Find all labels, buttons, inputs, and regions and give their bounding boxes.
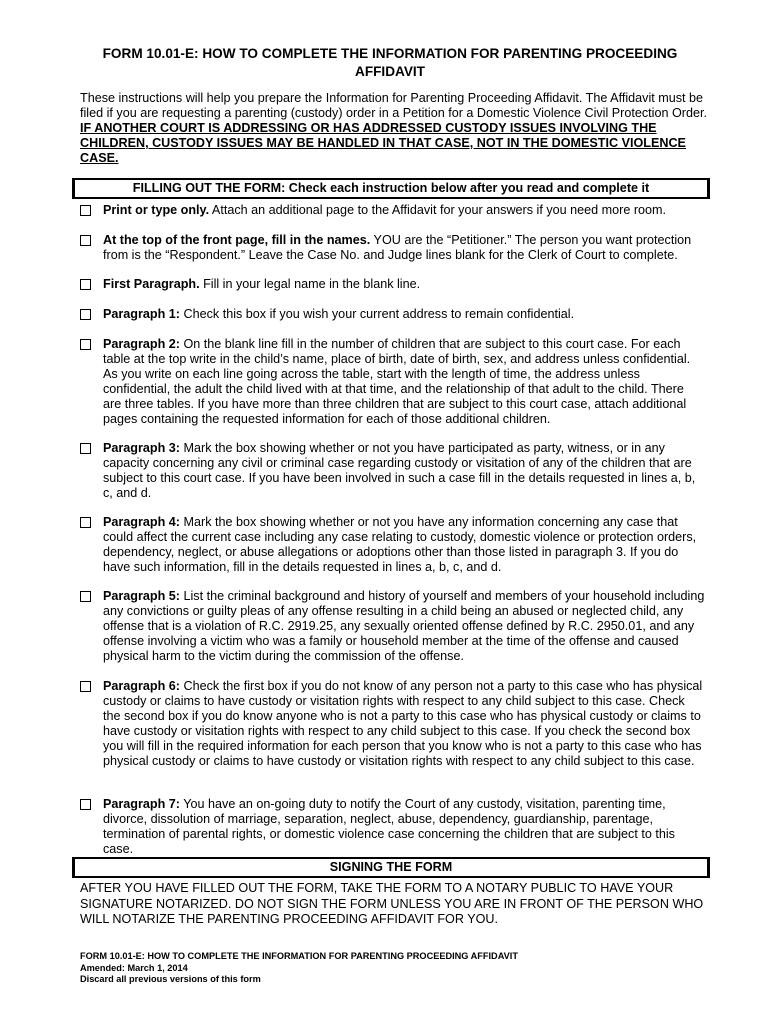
- item-text: Mark the box showing whether or not you have any information concerning any case that could affect the current case including any case relating to custody, domestic violence or protection orders, dependency, neglect, or abuse allegations or adoptions other than those listed in paragraph 3. If you do have such information, fill in the details requested in lines a, b, c, and d.: [103, 515, 697, 574]
- checkbox[interactable]: [80, 279, 91, 290]
- checkbox[interactable]: [80, 309, 91, 320]
- item-text: YOU are the “Petitioner.” The person you want protection from is the “Respondent.” Leave the Case No. and Judge lines blank for the Clerk of Court to complete.: [103, 233, 692, 262]
- footer-amended-date: Amended: March 1, 2014: [80, 962, 188, 973]
- item-label: Paragraph 5:: [103, 589, 180, 603]
- form-title: [80, 45, 700, 81]
- item-label: At the top of the front page, fill in the names.: [103, 233, 371, 247]
- form-footer: [80, 951, 710, 986]
- intro-text: These instructions will help you prepare the Information for Parenting Proceeding Affidavit. The Affidavit must be filed if you are requesting a parenting (custody) order in a Petition for a Domestic Violence Civil Protection Order.: [80, 91, 707, 120]
- item-text: List the criminal background and history of yourself and members of your household including any convictions or guilty pleas of any offense resulting in a child being an abused or neglected child, any offense that is a violation of R.C. 2919.25, any sexually oriented offense defined by R.C. 2950.01, and any offense involving a victim who was a family or household member at the time of the offense and caused physical harm to the victim during the commission of the offense.: [103, 589, 705, 663]
- filling-out-header: FILLING OUT THE FORM: Check each instruction below after you read and complete it: [72, 178, 710, 199]
- instruction-item-paragraph-6: [80, 679, 705, 769]
- instruction-item-paragraph-5: [80, 589, 705, 664]
- instruction-item-print: [80, 203, 705, 218]
- checkbox[interactable]: [80, 443, 91, 454]
- instruction-item-paragraph-1: [80, 307, 705, 322]
- checkbox[interactable]: [80, 799, 91, 810]
- checkbox[interactable]: [80, 339, 91, 350]
- form-title-line-2: AFFIDAVIT: [355, 64, 425, 79]
- item-label: Paragraph 2:: [103, 337, 180, 351]
- intro-paragraph: [80, 91, 710, 166]
- signing-header: SIGNING THE FORM: [72, 857, 710, 878]
- item-text: Check the first box if you do not know of any person not a party to this case who has physical custody or claims to have custody or visitation rights with respect to any child subject to this case. Check the second box if you do know anyone who is not a party to this case who has physical custody or claims to have custody or visitation rights with respect to any child subject to this case. If you check the second box you will fill in the required information for each person that you know who is not a party to this case who has physical custody or claims to have custody or visitation rights with respect to any child subject to this case.: [103, 679, 703, 768]
- instruction-item-paragraph-4: [80, 515, 705, 575]
- instruction-item-paragraph-3: [80, 441, 705, 501]
- item-label: Paragraph 7:: [103, 797, 180, 811]
- item-text: Check this box if you wish your current address to remain confidential.: [180, 307, 575, 321]
- item-label: First Paragraph.: [103, 277, 200, 291]
- checkbox[interactable]: [80, 235, 91, 246]
- item-text: On the blank line fill in the number of children that are subject to this court case. For each table at the top write in the child’s name, place of birth, date of birth, sex, and address unless confidential. As you write on each line going across the table, start with the length of time, the address unless confidential, the adult the child lived with at that time, and the relationship of that adult to the child. There are three tables. If you have more than three children that are subject to this court case, attach additional pages containing the requested information for each of those additional children.: [103, 337, 691, 426]
- item-label: Paragraph 4:: [103, 515, 180, 529]
- item-label: Paragraph 3:: [103, 441, 180, 455]
- checkbox[interactable]: [80, 517, 91, 528]
- instruction-item-first-paragraph: [80, 277, 705, 292]
- signing-instructions: AFTER YOU HAVE FILLED OUT THE FORM, TAKE THE FORM TO A NOTARY PUBLIC TO HAVE YOUR SIGNATURE NOTARIZED. DO NOT SIGN THE FORM UNLESS YOU ARE IN FRONT OF THE PERSON WHO WILL NOTARIZE THE PARENTING PROCEEDING AFFIDAVIT FOR YOU.: [80, 881, 704, 926]
- instruction-item-paragraph-7: [80, 797, 705, 857]
- item-text: You have an on-going duty to notify the Court of any custody, visitation, parenting time, divorce, dissolution of marriage, separation, neglect, abuse, dependency, guardianship, parentage, termination of parental rights, or domestic violence case concerning the children that are subject to this case.: [103, 797, 675, 856]
- intro-warning: IF ANOTHER COURT IS ADDRESSING OR HAS ADDRESSED CUSTODY ISSUES INVOLVING THE CHILDREN, CUSTODY ISSUES MAY BE HANDLED IN THAT CASE, NOT IN THE DOMESTIC VIOLENCE CASE.: [80, 121, 686, 165]
- checkbox[interactable]: [80, 591, 91, 602]
- footer-discard-note: Discard all previous versions of this form: [80, 974, 261, 984]
- item-text: Fill in your legal name in the blank line.: [199, 277, 421, 291]
- checkbox[interactable]: [80, 205, 91, 216]
- instruction-item-paragraph-2: [80, 337, 705, 427]
- item-text: Mark the box showing whether or not you have participated as party, witness, or in any capacity concerning any civil or criminal case regarding custody or visitation of any of the children that are subject to this court case. If you have been involved in such a case fill in the details requested in lines a, b, c, and d.: [103, 441, 696, 500]
- instruction-item-names: [80, 233, 705, 263]
- footer-form-name: FORM 10.01-E: HOW TO COMPLETE THE INFORMATION FOR PARENTING PROCEEDING AFFIDAVIT: [80, 951, 518, 961]
- item-text: Attach an additional page to the Affidavit for your answers if you need more room.: [209, 203, 667, 217]
- item-label: Paragraph 1:: [103, 307, 180, 321]
- form-title-line-1: FORM 10.01-E: HOW TO COMPLETE THE INFORMATION FOR PARENTING PROCEEDING: [102, 46, 678, 61]
- item-label: Print or type only.: [103, 203, 210, 217]
- item-label: Paragraph 6:: [103, 679, 180, 693]
- checkbox[interactable]: [80, 681, 91, 692]
